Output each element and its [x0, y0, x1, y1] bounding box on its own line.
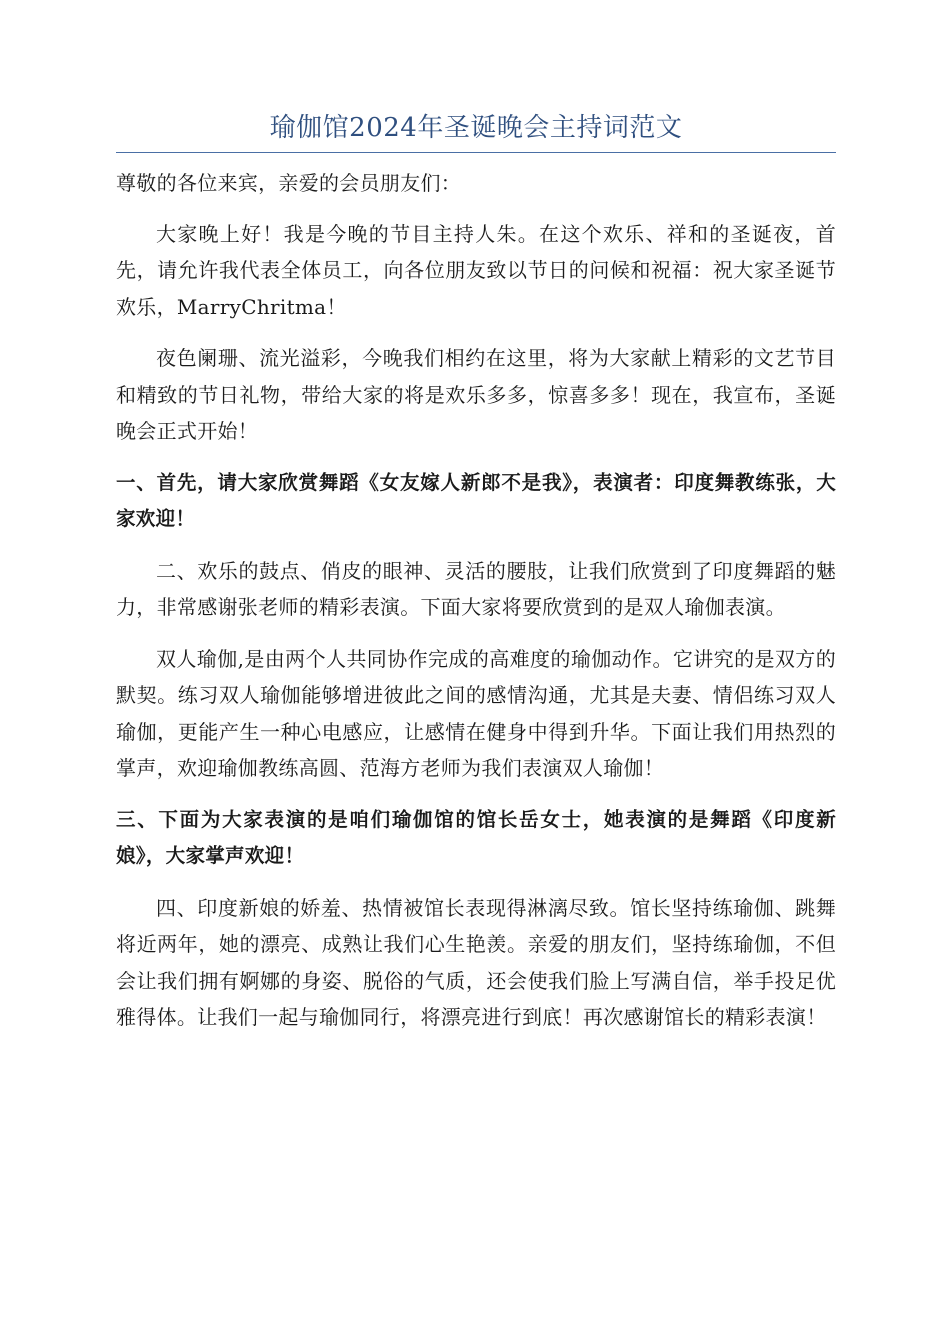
program-item-4: 四、印度新娘的娇羞、热情被馆长表现得淋漓尽致。馆长坚持练瑜伽、跳舞将近两年，她的漂亮、成熟让我们心生艳羡。亲爱的朋友们，坚持练瑜伽，不但会让我们拥有婀娜的身姿、脱俗的气质，还会使我们脸上写满自信，举手投足优雅得体。让我们一起与瑜伽同行，将漂亮进行到底！再次感谢馆长的精彩表演！	[116, 895, 836, 1029]
program-item-3: 三、下面为大家表演的是咱们瑜伽馆的馆长岳女士，她表演的是舞蹈《印度新娘》，大家掌声欢迎！	[116, 807, 836, 867]
program-item-1: 一、首先，请大家欣赏舞蹈《女友嫁人新郎不是我》，表演者：印度舞教练张，大家欢迎！	[116, 470, 836, 530]
paragraph-opening: 夜色阑珊、流光溢彩，今晚我们相约在这里，将为大家献上精彩的文艺节目和精致的节日礼物，带给大家的将是欢乐多多，惊喜多多！现在，我宣布，圣诞晚会正式开始！	[116, 346, 836, 443]
paragraph-greeting: 大家晚上好！我是今晚的节目主持人朱。在这个欢乐、祥和的圣诞夜，首先，请允许我代表全体员工，向各位朋友致以节日的问候和祝福：祝大家圣诞节欢乐，MarryChritma！	[116, 221, 836, 319]
salutation: 尊敬的各位来宾，亲爱的会员朋友们：	[116, 171, 462, 195]
paragraph-partner-yoga: 双人瑜伽,是由两个人共同协作完成的高难度的瑜伽动作。它讲究的是双方的默契。练习双人瑜伽能够增进彼此之间的感情沟通，尤其是夫妻、情侣练习双人瑜伽，更能产生一种心电感应，让感情在健身中得到升华。下面让我们用热烈的掌声，欢迎瑜伽教练高圆、范海方老师为我们表演双人瑜伽！	[116, 646, 836, 780]
program-item-2: 二、欢乐的鼓点、俏皮的眼神、灵活的腰肢，让我们欣赏到了印度舞蹈的魅力，非常感谢张老师的精彩表演。下面大家将要欣赏到的是双人瑜伽表演。	[116, 558, 836, 619]
document-page	[116, 108, 836, 1051]
title-underline	[116, 152, 836, 153]
document-title: 瑜伽馆2024年圣诞晚会主持词范文	[269, 113, 683, 143]
